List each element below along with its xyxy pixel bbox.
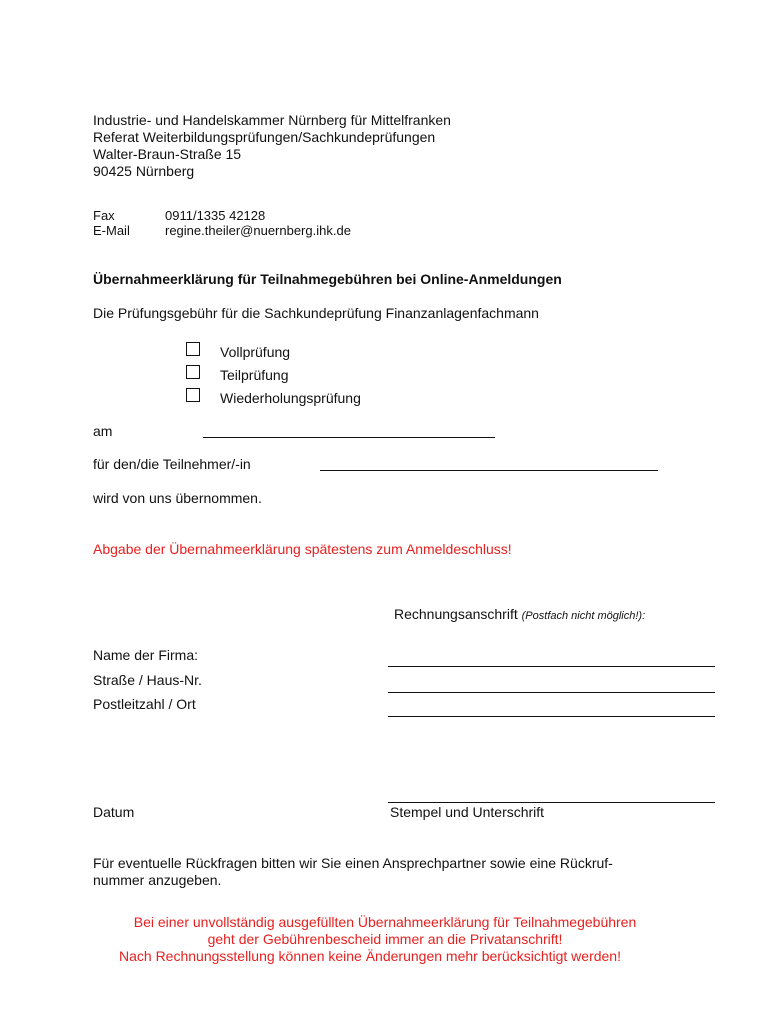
signature-fill-line[interactable] (388, 802, 715, 803)
intro-text: Die Prüfungsgebühr für die Sachkundeprüfung Finanzanlagenfachmann (93, 305, 539, 321)
address-line-1: Industrie- und Handelskammer Nürnberg für Mittelfranken (93, 112, 451, 128)
contact-note-line-1: Für eventuelle Rückfragen bitten wir Sie einen Ansprechpartner sowie eine Rückruf- (93, 855, 613, 871)
address-line-2: Referat Weiterbildungsprüfungen/Sachkundeprüfungen (93, 129, 436, 145)
option-teilpruefung: Teilprüfung (220, 367, 289, 383)
participant-label: für den/die Teilnehmer/-in (93, 456, 251, 472)
company-fill-line[interactable] (388, 666, 715, 667)
contact-note-line-2: nummer anzugeben. (93, 872, 222, 888)
zip-label: Postleitzahl / Ort (93, 696, 196, 712)
checkbox-vollpruefung[interactable] (186, 342, 200, 356)
address-line-3: Walter-Braun-Straße 15 (93, 146, 242, 162)
fax-value: 0911/1335 42128 (165, 208, 266, 223)
date-label: Datum (93, 804, 135, 820)
warning-line-2: geht der Gebührenbescheid immer an die Privatanschrift! (207, 931, 563, 947)
option-wiederholungspruefung: Wiederholungsprüfung (220, 390, 361, 406)
email-value[interactable]: regine.theiler@nuernberg.ihk.de (165, 223, 351, 238)
am-label: am (93, 423, 113, 439)
warning-line-1: Bei einer unvollständig ausgefüllten Übernahmeerklärung für Teilnahmegebühren (133, 914, 637, 930)
company-label: Name der Firma: (93, 647, 199, 663)
street-fill-line[interactable] (388, 692, 715, 693)
fax-label: Fax (93, 208, 115, 223)
billing-heading-label: Rechnungsanschrift (394, 606, 518, 622)
street-label: Straße / Haus-Nr. (93, 672, 202, 688)
stamp-label: Stempel und Unterschrift (390, 804, 545, 820)
date-fill-line[interactable] (203, 437, 495, 438)
address-line-4: 90425 Nürnberg (93, 163, 195, 179)
checkbox-teilpruefung[interactable] (186, 365, 200, 379)
deadline-note: Abgabe der Übernahmeerklärung spätestens zum Anmeldeschluss! (93, 541, 512, 557)
participant-fill-line[interactable] (320, 470, 658, 471)
warning-line-3: Nach Rechnungsstellung können keine Änderungen mehr berücksichtigt werden! (119, 948, 621, 964)
option-vollpruefung: Vollprüfung (220, 344, 291, 360)
zip-fill-line[interactable] (388, 716, 715, 717)
email-label: E-Mail (93, 223, 130, 238)
billing-heading (394, 606, 645, 625)
document-title: Übernahmeerklärung für Teilnahmegebühren bei Online-Anmeldungen (93, 271, 562, 287)
checkbox-wiederholungspruefung[interactable] (186, 388, 200, 402)
taken-over-text: wird von uns übernommen. (93, 490, 262, 506)
billing-note: (Postfach nicht möglich!): (521, 610, 646, 622)
